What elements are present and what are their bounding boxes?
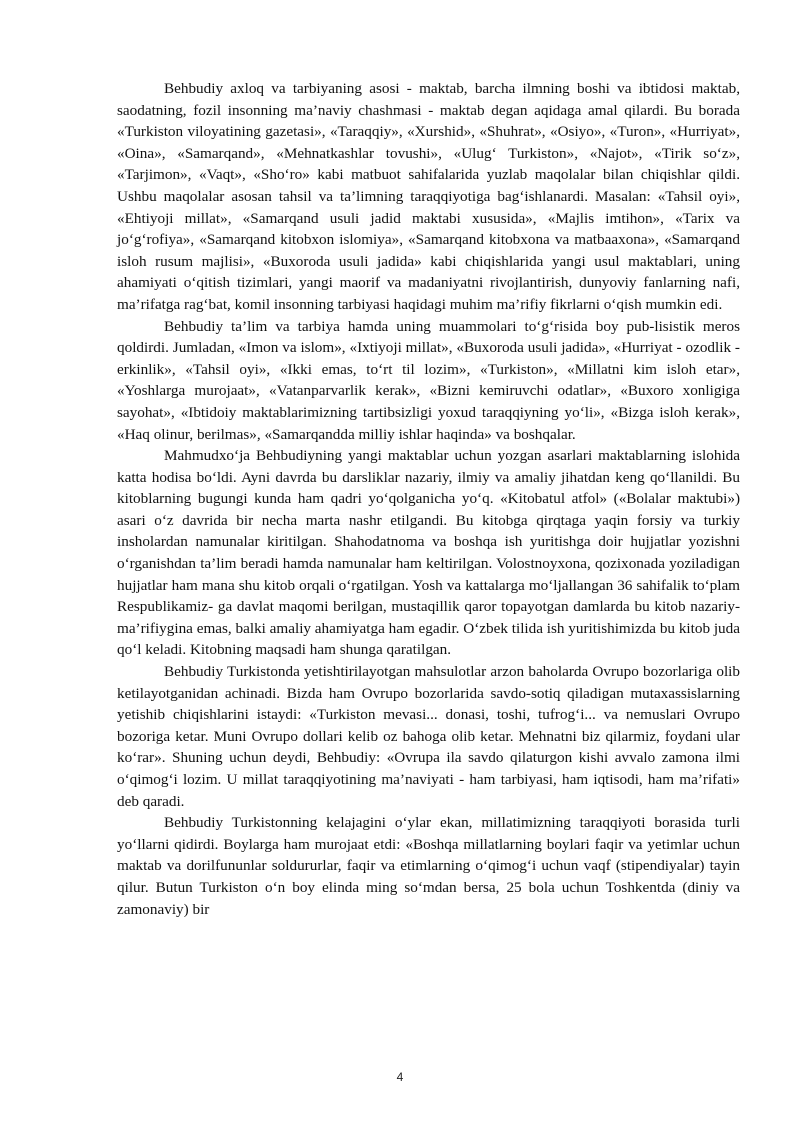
paragraph: Behbudiy Turkistonda yetishtirilayotgan mahsulotlar arzon baholarda Ovrupo bozorlariga olib ketilayotganidan achinadi. Bizda ham Ovrupo bozorlarida savdo-sotiq qiladigan mutaxassislarning yetishib chiqishlarini istaydi: «Turkiston mevasi... donasi, toshi, tufrog‘i... va nemuslari Ovrupo bozoriga ketar. Muni Ovrupo dollari kelib oz bahoga olib ketar. Mehnatni biz qilarmiz, foydani ular ko‘rar». Shuning uchun deydi, Behbudiy: «Ovrupa ila savdo qilaturgon kishi avvalo zamona ilmi o‘qimog‘i lozim. U millat taraqqiyotining ma’naviyati - ham tarbiyasi, ham iqtisodi, ham ma’rifati» deb qaradi.: [117, 663, 740, 810]
paragraph: Behbudiy axloq va tarbiyaning asosi - maktab, barcha ilmning boshi va ibtidosi maktab, saodatning, fozil insonning ma’naviy chashmasi - maktab degan aqidaga amal qilardi. Bu borada «Turkiston viloyatining gazetasi», «Taraqqiy», «Xurshid», «Shuhrat», «Osiyo», «Turon», «Hurriyat», «Oina», «Samarqand», «Mehnatkashlar tovushi», «Ulug‘ Turkiston», «Najot», «Tirik so‘z», «Tarjimon», «Vaqt», «Sho‘ro» kabi matbuot sahifalarida yuzlab maqolalar bilan chiqishlar qildi. Ushbu maqolalar asosan tahsil va ta’limning taraqqiyotiga bag‘ishlanardi. Masalan: «Tahsil oyi», «Ehtiyoji millat», «Samarqand usuli jadid maktabi xususida», «Majlis imtihon», «Tarix va jo‘g‘rofiya», «Samarqand kitobxon islomiya», «Samarqand kitobxona va matbaaxona», «Samarqand isloh rusum majlisi», «Buxoroda usuli jadida» kabi chiqishlarida yangi usul maktablari, uning ahamiyati o‘qitish tizimlari, yangi maorif va madaniyatni rivojlantirish, dunyoviy fanlarning nafi, ma’rifatga rag‘bat, komil insonning tarbiyasi haqidagi muhim ma’rifiy fikrlarni o‘qish mumkin edi.: [117, 80, 740, 313]
page-body: [117, 78, 740, 920]
paragraph: Behbudiy ta’lim va tarbiya hamda uning muammolari to‘g‘risida boy pub-lisistik meros qoldirdi. Jumladan, «Imon va islom», «Ixtiyoji millat», «Buxoroda usuli jadida», «Hurriyat - ozodlik - erkinlik», «Tahsil oyi», «Ikki emas, to‘rt til lozim», «Turkiston», «Millatni kim isloh etar», «Yoshlarga murojaat», «Vatanparvarlik kerak», «Bizni kemiruvchi odatlar», «Buxoro xonligiga sayohat», «Ibtidoiy maktablarimizning tartibsizligi yoxud taraqqiyning yo‘li», «Bizga isloh kerak», «Haq olinur, berilmas», «Samarqandda milliy ishlar haqinda» va boshqalar.: [117, 317, 740, 443]
paragraph: Behbudiy Turkistonning kelajagini o‘ylar ekan, millatimizning taraqqiyoti borasida turli yo‘llarni qidirdi. Boylarga ham murojaat etdi: «Boshqa millatlarning boylari faqir va yetimlar uchun maktab va dorilfununlar soldururlar, faqir va etimlarning o‘qimog‘i uchun vaqf (stipendiyalar) tayin qilur. Butun Turkiston o‘n boy elinda ming so‘mdan bersa, 25 bola uchun Toshkentda (diniy va zamonaviy) bir: [117, 814, 740, 918]
page-number: 4: [396, 1070, 404, 1084]
paragraph: Mahmudxo‘ja Behbudiyning yangi maktablar uchun yozgan asarlari maktablarning islohida katta hodisa bo‘ldi. Ayni davrda bu darsliklar nazariy, ilmiy va amaliy jihatdan keng qo‘llanildi. Bu kitoblarning bugungi kunda ham qadri yo‘qolganicha yo‘q. «Kitobatul atfol» («Bolalar maktubi») asari o‘z davrida bir necha marta nashr etilgandi. Bu kitobga qirqtaga yaqin forsiy va turkiy insholardan namunalar kiritilgan. Shahodatnoma va boshqa ish yuritishga doir hujjatlar yozishni o‘rganishdan ta’lim beradi hamda namunalar ham keltirilgan. Volostnoyxona, qozixonada yoziladigan hujjatlar ham mana shu kitob orqali o‘rgatilgan. Yosh va kattalarga mo‘ljallangan 36 sahifalik to‘plam Respublikamiz- ga davlat maqomi berilgan, mustaqillik qaror topayotgan damlarda bu kitob nazariy-ma’rifiygina emas, balki amaliy ahamiyatga ham egadir. O‘zbek tilida ish yuritishimizda bu kitob juda qo‘l keladi. Kitobning maqsadi ham shunga qaratilgan.: [117, 447, 740, 659]
